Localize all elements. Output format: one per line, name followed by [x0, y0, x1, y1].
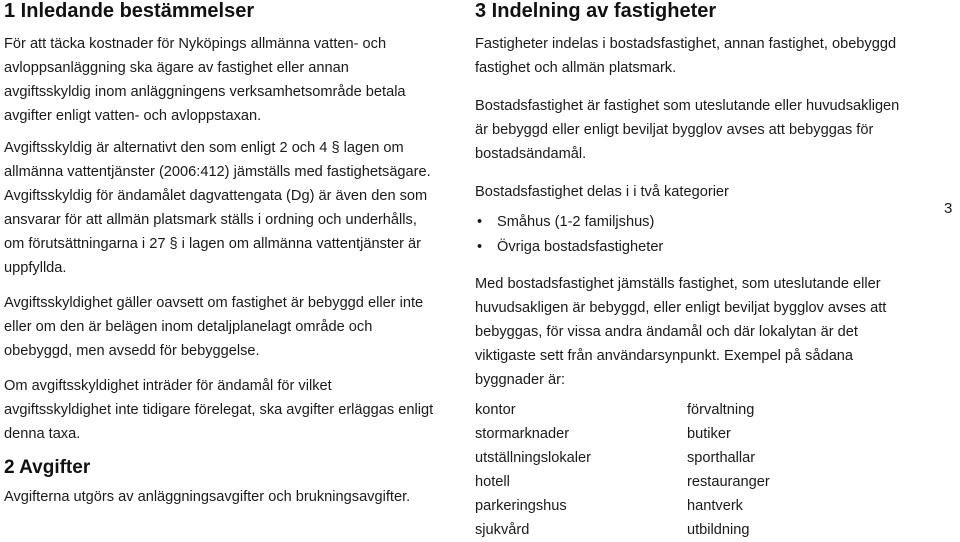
building-type: restauranger	[687, 474, 770, 490]
bullet-icon: •	[477, 214, 483, 230]
list-item	[475, 210, 910, 235]
building-type: parkeringshus	[475, 498, 567, 514]
building-type: kontor	[475, 402, 516, 418]
section-heading-1: 1 Inledande bestämmelser	[4, 0, 255, 22]
paragraph-equivalent-properties: Med bostadsfastighet jämställs fastighet, som uteslutande eller huvudsakligen är bebyggd, eller enligt beviljat bygglov avses att bebyggas, för vissa andra ändamål och där lokalytan är det viktigaste sett från användarsynpunkt. Exempel på sådana byggnader är:	[475, 276, 887, 388]
building-type: hantverk	[687, 498, 743, 514]
section-heading-2: 2 Avgifter	[4, 457, 91, 478]
list-item	[475, 235, 910, 260]
section-heading-3: 3 Indelning av fastigheter	[475, 0, 717, 22]
building-type: hotell	[475, 474, 510, 490]
bullet-icon: •	[477, 239, 483, 255]
building-type: sjukvård	[475, 522, 530, 538]
paragraph-property-classes: Fastigheter indelas i bostadsfastighet, annan fastighet, obebyggd fastighet och allmän platsmark.	[475, 36, 897, 76]
building-type: butiker	[687, 426, 731, 442]
building-type: sporthallar	[687, 450, 756, 466]
building-type: förvaltning	[687, 402, 755, 418]
list-item-label: Småhus (1-2 familjshus)	[497, 214, 655, 230]
page-number: 3	[944, 200, 953, 217]
left-column	[4, 0, 434, 509]
category-list	[475, 210, 910, 260]
paragraph-liability-start: Om avgiftsskyldighet inträder för ändamål för vilket avgiftsskyldighet inte tidigare förelegat, ska avgifter erläggas enligt denna taxa.	[4, 378, 434, 442]
list-item-label: Övriga bostadsfastigheter	[497, 239, 664, 255]
paragraph-liability-scope: Avgiftsskyldighet gäller oavsett om fastighet är bebyggd eller inte eller om den är belägen inom detaljplanelagt område och obebyggd, men avsedd för bebyggelse.	[4, 295, 424, 359]
building-type: utställningslokaler	[475, 450, 592, 466]
paragraph-residential-categories: Bostadsfastighet delas i i två kategorier	[475, 184, 729, 200]
right-column	[475, 0, 910, 542]
building-type: utbildning	[687, 522, 750, 538]
paragraph-liable-party: Avgiftsskyldig är alternativt den som enligt 2 och 4 § lagen om allmänna vattentjänster (2006:412) jämställs med fastighetsägare. Avgiftsskyldig för ändamålet dagvattengata (Dg) är även den som ansvarar för att allmän platsmark ställs i ordning och underhålls, om förutsättningarna i 27 § i lagen om allmänna vattentjänster är uppfyllda.	[4, 140, 431, 276]
paragraph-residential-definition: Bostadsfastighet är fastighet som uteslutande eller huvudsakligen är bebyggd eller enligt beviljat bygglov avses att bebyggas för bostadsändamål.	[475, 98, 900, 162]
building-type: stormarknader	[475, 426, 570, 442]
paragraph-fee-types: Avgifterna utgörs av anläggningsavgifter och brukningsavgifter.	[4, 489, 411, 505]
paragraph-fee-purpose: För att täcka kostnader för Nyköpings allmänna vatten- och avloppsanläggning ska ägare av fastighet eller annan avgiftsskyldig inom anläggningens verksamhetsområde betala avgifter enligt vatten- och avloppstaxan.	[4, 36, 406, 124]
building-type-grid	[475, 398, 910, 542]
